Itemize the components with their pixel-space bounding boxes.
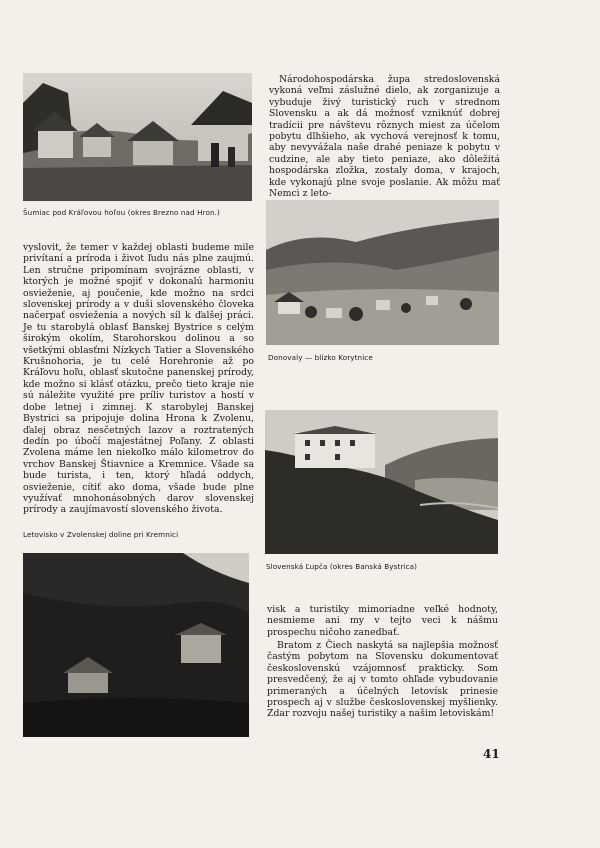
caption-sumiac: Šumiac pod Kráľovou hoľou (okres Brezno nad Hron.) bbox=[23, 208, 220, 217]
caption-lupca: Slovenská Ľupča (okres Banská Bystrica) bbox=[266, 562, 418, 571]
article-text-left: vyslovit, že temer v každej oblasti budeme mile privítaní a príroda i život ľudu nás plne zaujmú. Len stručne pripomínam svojrázne oblasti, v ktorých je možné spojiť v dokonalú harmoniu osvieženie, aj poučenie, kde možno na srdci slovenskej prírody a v duši slovenského človeka načerpať osvieženia a nových síl k ďalšej práci. Je tu starobylá oblasť Banskej Bystrice s celým širokým okolím, Starohorskou dolinou a so všetkými oblasťmi Nízkych Tatier a Slovenského Krušnohoria, je tu celé Horehronie až po Kráľovu hoľu, oblasť skutočne panenskej prírody, kde možno si klásť otázku, prečo tieto kraje nie sú náležite využité pre príliv turistov a hostí v dobe letnej i zimnej. K starobylej Banskej Bystrici sa pripojuje dolina Hrona k Zvolenu, ďalej obraz nesčetných lazov a roztratených dedín po úbočí majestátnej Poľany. Z oblasti Zvolena máme len niekoľko málo kilometrov do vrchov Banskej Štiavnice a Kremnice. Všade sa bude turista, i ten, ktorý hľadá oddych, osvieženie, cítiť ako doma, všade bude plne využívať mnohonásobných darov slovenskej prírody a zaujímavostí slovenského života. bbox=[23, 242, 254, 516]
caption-letovisko: Letovisko v Zvolenskej doline pri Kremnici bbox=[23, 530, 179, 539]
photo-letovisko bbox=[23, 553, 249, 737]
article-text-right-bottom-2: Bratom z Čiech naskytá sa najlepšia možnosť častým pobytom na Slovensku dokumentovať československú vzájomnosť prakticky. Som presvedčený, že aj v tomto ohľade vybudovanie primeraných a účelných letovísk prinesie prospech aj v službe československej myšlienky. Zdar rozvoju našej turistiky a našim letoviskám! bbox=[267, 640, 498, 720]
page-number: 41 bbox=[483, 747, 500, 761]
photo-sumiac bbox=[23, 73, 252, 201]
article-text-right-top: Národohospodárska župa stredoslovenská vykoná veľmi záslužné dielo, ak zorganizuje a vybuduje živý turistický ruch v strednom Slovensku a ak dá možnosť vzniknúť dobrej tradícii pre návštevu rôznych miest za účelom pobytu dlhšieho, ak vychová verejnosť k tomu, aby nevyvážala naše drahé peniaze k pobytu v cudzine, ale aby tieto peniaze, ako dôležitá hospodárska zložka, zostaly doma, v krajoch, kde vykonajú plne svoje poslanie. Ak môžu mať Nemci z leto- bbox=[269, 74, 500, 200]
article-text-right-bottom-1: visk a turistiky mimoriadne veľké hodnoty, nesmieme ani my v tejto veci k nášmu prospechu ničoho zanedbať. bbox=[267, 604, 498, 638]
photo-donovaly bbox=[266, 200, 499, 345]
caption-donovaly: Donovaly — blízko Korytnice bbox=[268, 353, 373, 362]
photo-lupca bbox=[265, 410, 498, 554]
